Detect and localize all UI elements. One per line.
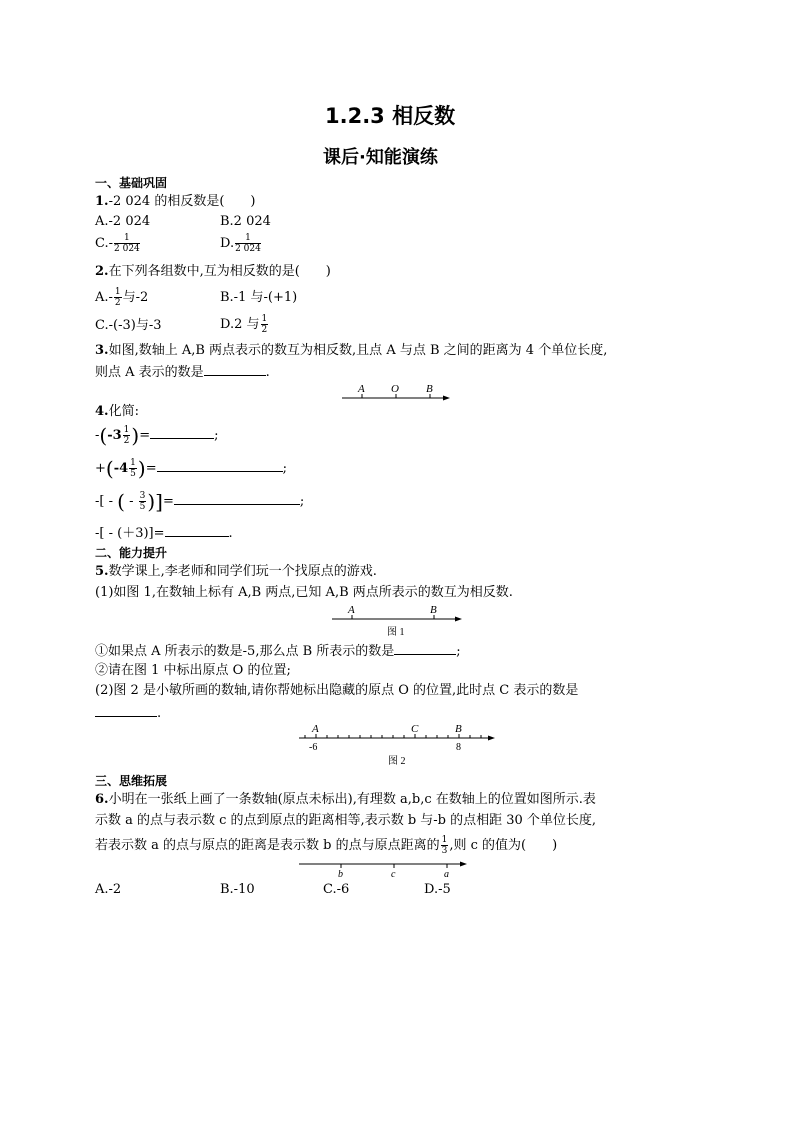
q3-line-2 [95, 363, 270, 381]
q3-end: . [265, 365, 270, 380]
q4-e3-fraction [139, 491, 147, 512]
q6-option-a: A.-2 [95, 882, 122, 897]
q6-number-line [297, 858, 469, 882]
fraction-denominator: 2 [123, 436, 130, 446]
semicolon: ; [214, 428, 219, 443]
q5-sub-1 [95, 642, 461, 660]
q6-option-c: C.-6 [323, 882, 350, 897]
semicolon: ; [299, 494, 305, 509]
q2-text: 在下列各组数中,互为相反数的是( ) [108, 264, 331, 279]
left-paren: ( [105, 456, 114, 481]
q6-fraction [441, 835, 449, 856]
right-bracket: ] [155, 489, 163, 514]
q4-text: 化简: [108, 404, 139, 419]
q1-option-c [95, 233, 141, 254]
q6-line3-pre: 若表示数 a 的点与原点的距离是表示数 b 的点与原点距离的 [95, 838, 440, 853]
left-paren: ( [117, 489, 125, 514]
q5-part-1: (1)如图 1,在数轴上标有 A,B 两点,已知 A,B 两点所表示的数互为相反数. [95, 585, 513, 600]
q5-part-2: (2)图 2 是小敏所画的数轴,请你帮她标出隐藏的原点 O 的位置,此时点 C 表示的数是 [95, 683, 579, 698]
q3-label-b: B [426, 383, 433, 395]
fig2-label-b: B [455, 723, 462, 735]
q4-e4-expression: -[ - (＋3)]= [95, 526, 165, 541]
q6-axis-arrow [460, 862, 467, 867]
q5-sub1-answer-blank[interactable] [394, 642, 456, 655]
q5-text: 数学课上,李老师和同学们玩一个找原点的游戏. [108, 564, 377, 579]
q4-e1-fraction [123, 425, 131, 446]
q1-option-c-fraction [114, 233, 140, 254]
page-title: 1.2.3 相反数 [325, 104, 456, 128]
q3-text: 如图,数轴上 A,B 两点表示的数互为相反数,且点 A 与点 B 之间的距离为 4 个单位长度, [108, 343, 608, 358]
fraction-numerator: 1 [114, 233, 140, 244]
q2-stem [95, 264, 331, 280]
q1-number: 1. [95, 194, 109, 209]
q1-option-d-prefix: D. [220, 236, 235, 251]
fraction-denominator: 5 [130, 469, 136, 479]
q6-label-b: b [338, 869, 343, 880]
fig2-label-c: C [411, 723, 419, 735]
q3-line-1 [95, 343, 607, 359]
q6-line-2: 示数 a 的点与表示数 c 的点到原点的距离相等,表示数 b 与-b 的点相距 30 个单位长度, [95, 813, 597, 828]
fig1-caption: 图 1 [387, 627, 405, 638]
period: . [157, 706, 162, 721]
fig2-axis-arrow [488, 736, 495, 741]
fig1-label-a: A [348, 604, 355, 616]
q5-number: 5. [95, 564, 109, 579]
section-heading-extension: 三、思维拓展 [95, 774, 168, 788]
q2-option-a-suffix: 与-2 [122, 290, 149, 305]
q4-e1-answer-blank[interactable] [150, 426, 214, 439]
semicolon: ; [456, 644, 461, 659]
q6-line-1 [95, 792, 596, 808]
fraction-denominator: 2 [114, 298, 121, 308]
q1-text: -2 024 的相反数是( ) [108, 194, 256, 209]
fig2-value-b: 8 [456, 742, 461, 753]
equals-sign: = [139, 428, 151, 443]
fig2-value-a: -6 [309, 742, 318, 753]
left-paren: ( [99, 423, 108, 448]
fraction-numerator: 1 [261, 314, 268, 324]
q2-option-d [220, 314, 269, 335]
q3-number-line [340, 381, 452, 405]
q4-stem [95, 404, 139, 420]
q6-label-c: c [391, 869, 396, 880]
q6-number: 6. [95, 792, 109, 807]
q4-e2-answer-blank[interactable] [157, 459, 283, 472]
q3-text-2: 则点 A 表示的数是 [95, 365, 204, 380]
q5-stem [95, 564, 377, 580]
q1-option-d-fraction [235, 233, 261, 254]
q4-number: 4. [95, 404, 109, 419]
equals-sign: = [162, 494, 174, 509]
q5-figure-1 [330, 601, 464, 641]
q5-part2-answer-blank[interactable] [95, 704, 157, 717]
q1-option-b: B.2 024 [220, 214, 271, 229]
q3-label-o: O [391, 383, 399, 395]
right-paren: ) [137, 456, 146, 481]
fraction-denominator: 2 [261, 325, 268, 335]
q5-part-2-answer [95, 704, 161, 722]
q3-axis-arrow [443, 396, 450, 401]
fig2-caption: 图 2 [388, 756, 406, 767]
fig1-axis-arrow [455, 617, 462, 622]
fraction-denominator: 2 024 [235, 244, 261, 254]
q2-option-d-prefix: D.2 与 [220, 317, 260, 332]
q5-sub1-text: ①如果点 A 所表示的数是-5,那么点 B 所表示的数是 [95, 644, 395, 659]
q2-option-a [95, 287, 148, 308]
q5-figure-2 [297, 720, 497, 770]
q2-option-a-fraction [114, 287, 122, 308]
q4-e2-integer: -4 [113, 461, 129, 476]
fraction-numerator: 1 [130, 458, 136, 468]
q4-expression-2 [95, 458, 287, 479]
q4-expression-3: -[ - ( - $\frac{3}{5}$ )]= ; [95, 489, 305, 514]
q2-option-d-fraction [261, 314, 269, 335]
q6-label-a: a [444, 869, 449, 880]
q4-expression-1 [95, 425, 219, 446]
q1-option-a: A.-2 024 [95, 214, 151, 229]
semicolon: ; [282, 461, 288, 476]
fraction-numerator: 1 [441, 835, 448, 845]
q5-sub-2: ②请在图 1 中标出原点 O 的位置; [95, 663, 291, 678]
q3-label-a: A [358, 383, 365, 395]
q2-option-a-prefix: A.- [95, 290, 113, 305]
fraction-numerator: 1 [235, 233, 261, 244]
fig1-label-b: B [430, 604, 437, 616]
q2-number: 2. [95, 264, 109, 279]
right-paren: ) [131, 423, 140, 448]
period: . [228, 526, 233, 541]
q6-option-b: B.-10 [220, 882, 255, 897]
q4-e4-answer-blank[interactable] [165, 524, 229, 537]
q4-e2-sign: + [95, 461, 106, 476]
fig2-label-a: A [312, 723, 319, 735]
fraction-denominator: 3 [441, 846, 448, 856]
fraction-denominator: 2 024 [114, 244, 140, 254]
q3-answer-blank[interactable] [204, 363, 266, 376]
q6-line3-post: ,则 c 的值为( ) [449, 838, 558, 853]
q2-option-c: C.-(-3)与-3 [95, 318, 162, 333]
equals-sign: = [145, 461, 157, 476]
q4-e1-integer: -3 [107, 428, 122, 443]
q3-number: 3. [95, 343, 109, 358]
fraction-numerator: 3 [139, 491, 146, 501]
right-paren: ) [147, 489, 156, 514]
q2-option-b: B.-1 与-(+1) [220, 290, 298, 305]
q1-option-d [220, 233, 262, 254]
section-heading-ability: 二、能力提升 [95, 546, 168, 560]
q4-expression-4 [95, 524, 233, 542]
q6-line-3 [95, 835, 557, 856]
fraction-numerator: 1 [114, 287, 121, 297]
q4-e2-fraction [129, 458, 137, 479]
q6-option-d: D.-5 [424, 882, 451, 897]
fraction-denominator: 5 [139, 502, 146, 512]
q1-stem [95, 194, 255, 210]
q4-e3-prefix: -[ - [95, 494, 118, 509]
q6-text: 小明在一张纸上画了一条数轴(原点未标出),有理数 a,b,c 在数轴上的位置如图所示.表 [108, 792, 596, 807]
page-subtitle: 课后·知能演练 [323, 147, 438, 168]
fraction-numerator: 1 [123, 425, 130, 435]
section-heading-basic: 一、基础巩固 [95, 176, 168, 190]
q1-option-c-prefix: C.- [95, 236, 114, 251]
q4-e1-sign: - [95, 428, 100, 443]
q4-e3-answer-blank[interactable] [174, 492, 300, 505]
